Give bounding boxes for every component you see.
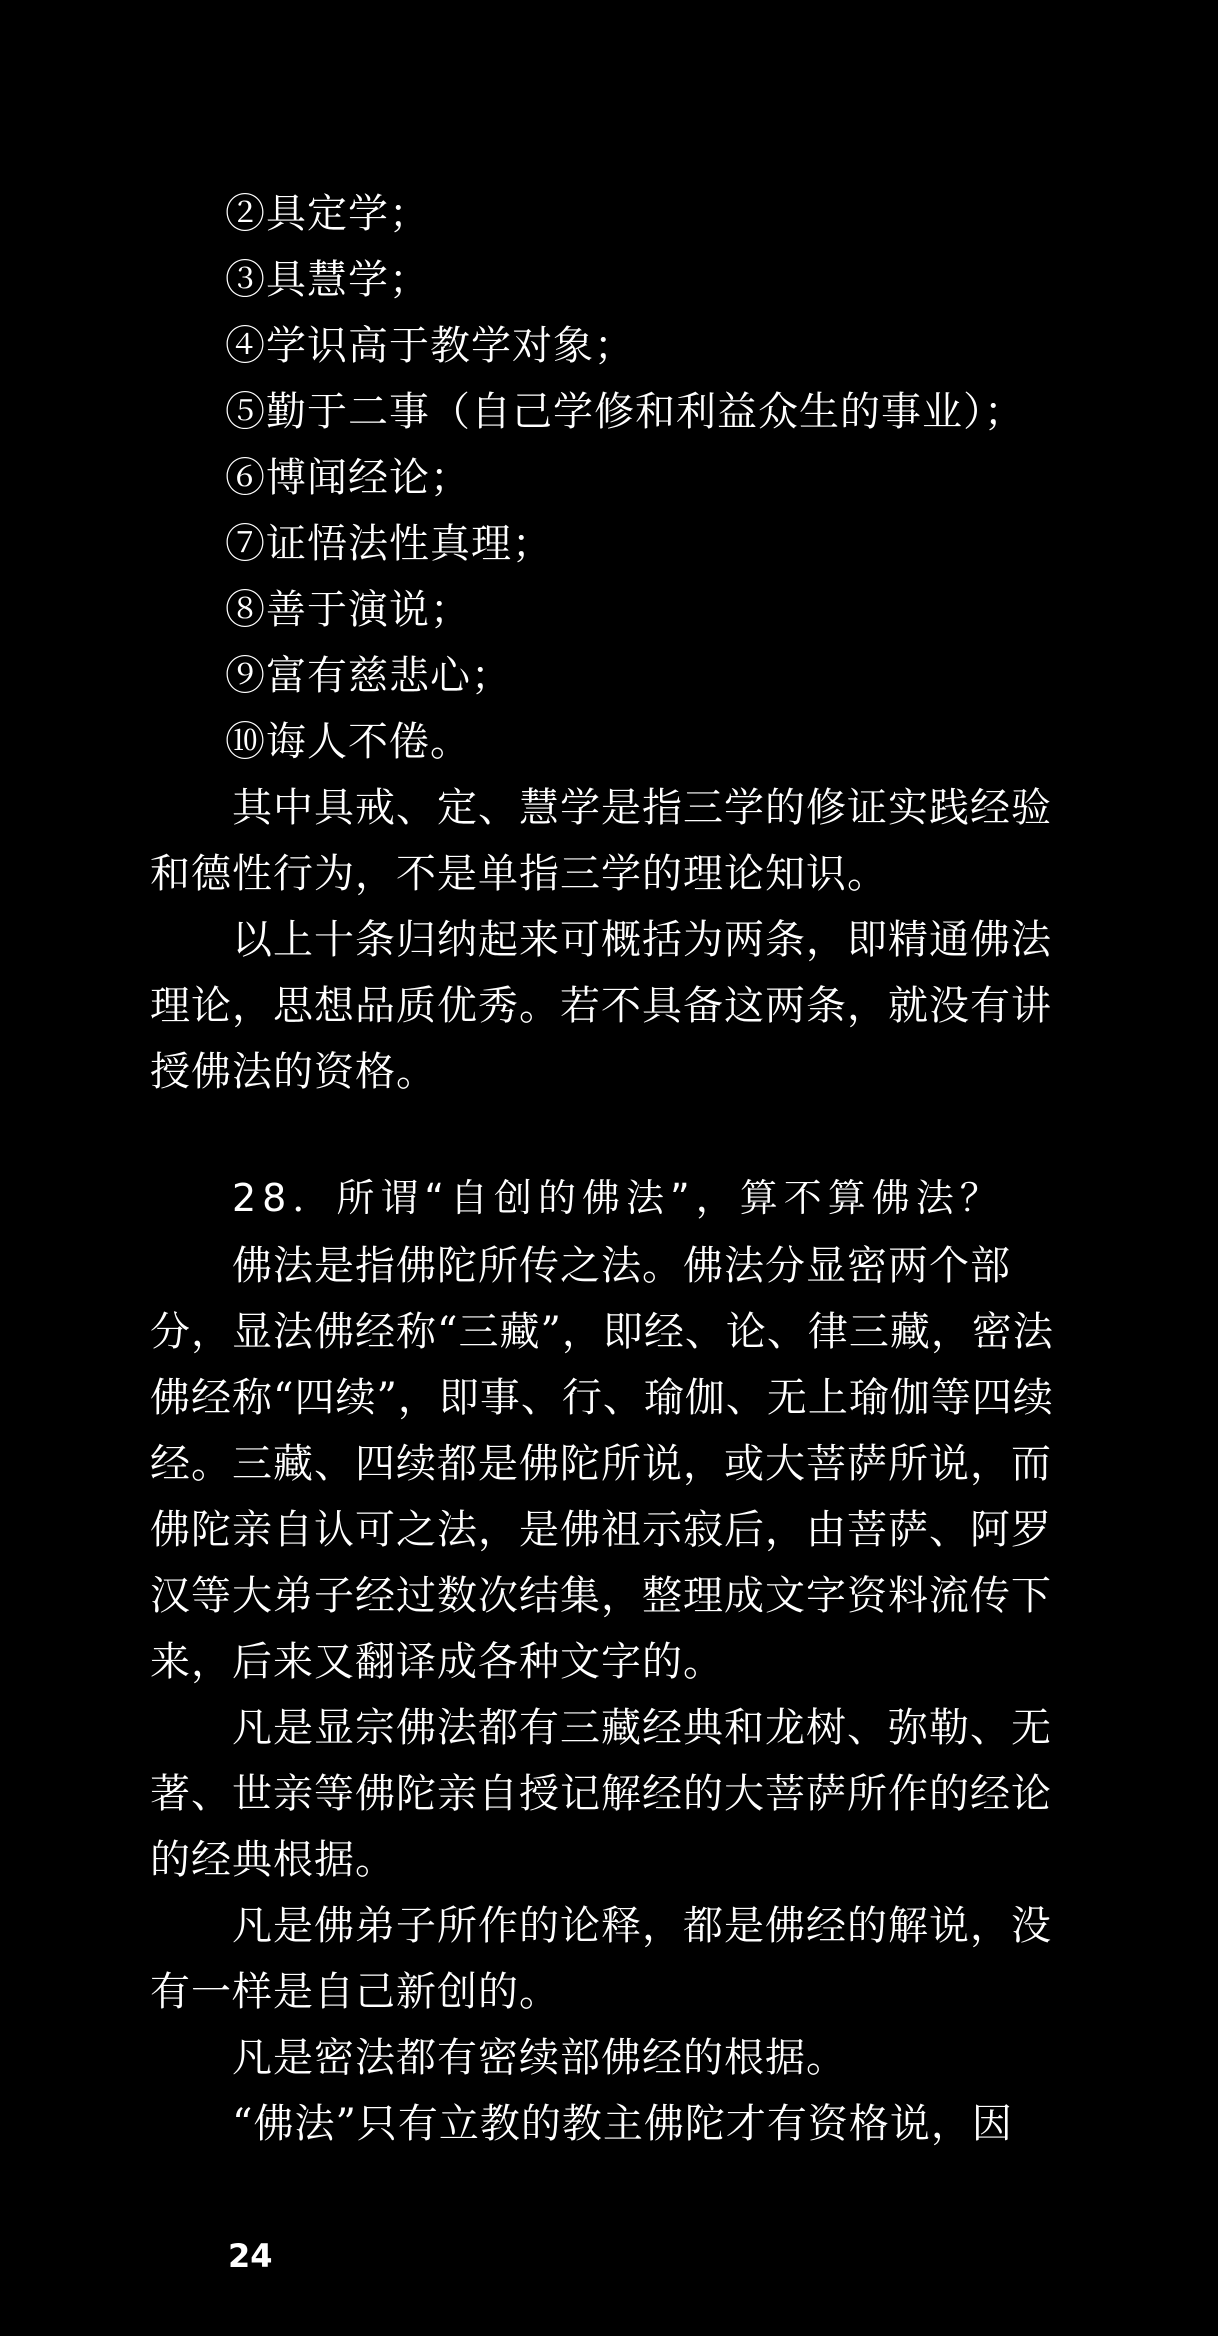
list-item: ②具定学； (225, 191, 430, 237)
list-item: ⑨富有慈悲心； (225, 653, 512, 699)
list-item: ⑤勤于二事（自己学修和利益众生的事业）； (225, 389, 1025, 435)
paragraph-line: 以上十条归纳起来可概括为两条，即精通佛法 (232, 917, 1052, 963)
paragraph-line: 佛法是指佛陀所传之法。佛法分显密两个部 (232, 1243, 1011, 1289)
list-item: ⑦证悟法性真理； (225, 521, 553, 567)
paragraph-line: 授佛法的资格。 (150, 1049, 437, 1095)
paragraph-line: “佛法”只有立教的教主佛陀才有资格说，因 (232, 2101, 1013, 2147)
paragraph-line: 来，后来又翻译成各种文字的。 (150, 1639, 724, 1685)
paragraph-line: 佛经称“四续”，即事、行、瑜伽、无上瑜伽等四续 (150, 1375, 1054, 1421)
paragraph-line: 有一样是自己新创的。 (150, 1969, 560, 2015)
paragraph-line: 分，显法佛经称“三藏”，即经、论、律三藏，密法 (150, 1309, 1054, 1355)
paragraph-line: 理论，思想品质优秀。若不具备这两条，就没有讲 (150, 983, 1052, 1029)
paragraph-line: 凡是密法都有密续部佛经的根据。 (232, 2035, 847, 2081)
paragraph-line: 经。三藏、四续都是佛陀所说，或大菩萨所说，而 (150, 1441, 1052, 1487)
paragraph-line: 凡是佛弟子所作的论释，都是佛经的解说，没 (232, 1903, 1052, 1949)
list-item: ⑥博闻经论； (225, 455, 471, 501)
list-item: ④学识高于教学对象； (225, 323, 635, 369)
paragraph-line: 和德性行为，不是单指三学的理论知识。 (150, 851, 888, 897)
section-heading: 28．所谓“自创的佛法”，算不算佛法？ (232, 1176, 1004, 1220)
paragraph-line: 佛陀亲自认可之法，是佛祖示寂后，由菩萨、阿罗 (150, 1507, 1052, 1553)
paragraph-line: 的经典根据。 (150, 1837, 396, 1883)
paragraph-line: 著、世亲等佛陀亲自授记解经的大菩萨所作的经论 (150, 1771, 1052, 1817)
list-item: ③具慧学； (225, 257, 430, 303)
paragraph-line: 汉等大弟子经过数次结集，整理成文字资料流传下 (150, 1573, 1052, 1619)
paragraph-line: 凡是显宗佛法都有三藏经典和龙树、弥勒、无 (232, 1705, 1052, 1751)
list-item: ⑧善于演说； (225, 587, 471, 633)
paragraph-line: 其中具戒、定、慧学是指三学的修证实践经验 (232, 785, 1052, 831)
list-item: ⑩诲人不倦。 (225, 719, 471, 765)
page-number: 24 (228, 2237, 273, 2275)
